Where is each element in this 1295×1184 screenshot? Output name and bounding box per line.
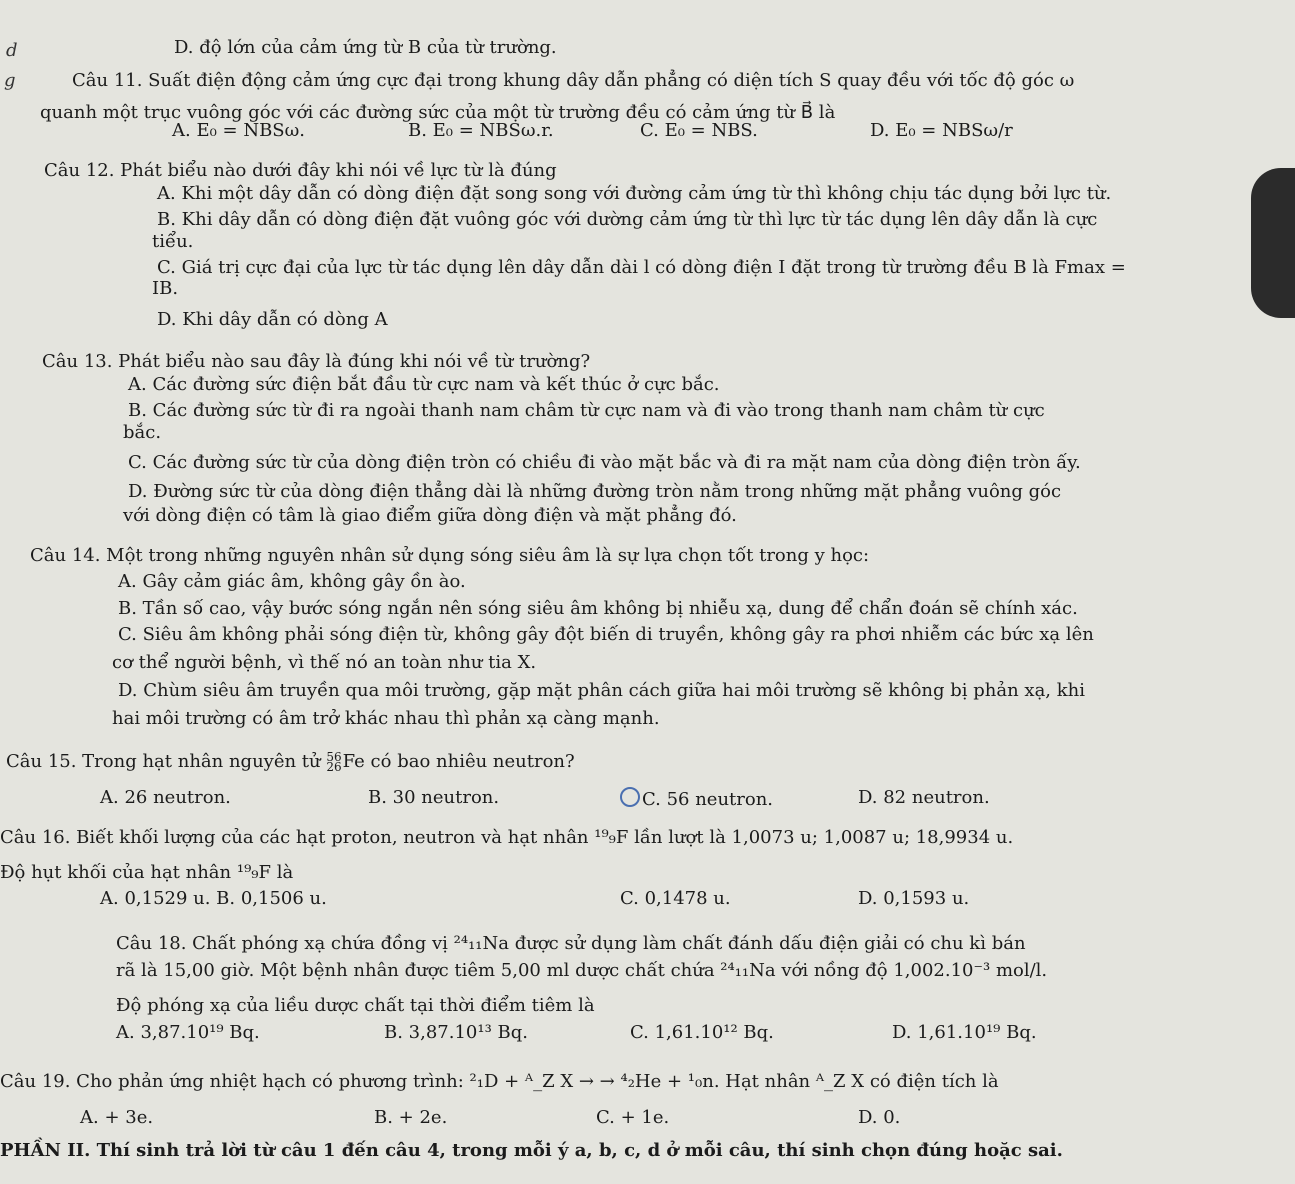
q12-option-a: A. Khi một dây dẫn có dòng điện đặt song song với đường cảm ứng từ thì không chịu tác dụng bởi lực từ. (157, 183, 1112, 204)
q14-option-d-line2: hai môi trường có âm trở khác nhau thì phản xạ càng mạnh. (112, 708, 660, 729)
margin-mark-g: g (4, 70, 16, 91)
q18-option-c: C. 1,61.10¹² Bq. (630, 1022, 774, 1043)
q15-question (6, 751, 575, 773)
q13-option-c: C. Các đường sức từ của dòng điện tròn có chiều đi vào mặt bắc và đi ra mặt nam của dòng điện tròn ấy. (128, 452, 1081, 473)
q12-option-d: D. Khi dây dẫn có dòng A (157, 309, 388, 330)
q15-atomic-number: 26 (326, 760, 342, 774)
q16-question-line1: Câu 16. Biết khối lượng của các hạt proton, neutron và hạt nhân ¹⁹₉F lần lượt là 1,0073 u; 1,0087 u; 18,9934 u. (0, 827, 1014, 848)
q11-option-b: B. E₀ = NBSω.r. (408, 120, 554, 141)
margin-mark-d: d (6, 40, 18, 61)
q18-question-line1: Câu 18. Chất phóng xạ chứa đồng vị ²⁴₁₁Na được sử dụng làm chất đánh dấu điện giải có chu kì bán (116, 933, 1026, 954)
q15-isotope-numbers (326, 752, 341, 772)
q11-option-a: A. E₀ = NBSω. (172, 120, 306, 141)
q15-suffix: có bao nhiêu neutron? (364, 751, 575, 772)
q12-question: Câu 12. Phát biểu nào dưới đây khi nói về lực từ là đúng (44, 160, 557, 181)
q12-option-c-line2: IB. (152, 278, 179, 299)
q15-option-c: C. 56 neutron. (642, 789, 774, 810)
q11-option-d: D. E₀ = NBSω/r (870, 120, 1013, 141)
q18-question-line2: rã là 15,00 giờ. Một bệnh nhân được tiêm 5,00 ml dược chất chứa ²⁴₁₁Na với nồng độ 1,002.10⁻³ mol/l. (116, 960, 1048, 981)
q13-option-d-line2: với dòng điện có tâm là giao điểm giữa dòng điện và mặt phẳng đó. (123, 505, 737, 526)
q10-option-d: D. độ lớn của cảm ứng từ B của từ trường. (174, 37, 557, 58)
part2-heading: PHẦN II. Thí sinh trả lời từ câu 1 đến câu 4, trong mỗi ý a, b, c, d ở mỗi câu, thí sinh chọn đúng hoặc sai. (0, 1140, 1063, 1161)
q15-mass-number: 56 (326, 750, 342, 764)
q16-option-d: D. 0,1593 u. (858, 888, 970, 909)
q13-option-b-line2: bắc. (123, 422, 162, 443)
q19-option-d: D. 0. (858, 1107, 901, 1128)
q14-option-a: A. Gây cảm giác âm, không gây ồn ào. (118, 571, 466, 592)
q14-option-c-line2: cơ thể người bệnh, vì thế nó an toàn như tia X. (112, 652, 537, 673)
q14-question: Câu 14. Một trong những nguyên nhân sử dụng sóng siêu âm là sự lựa chọn tốt trong y học: (30, 545, 870, 566)
q19-option-b: B. + 2e. (374, 1107, 448, 1128)
q19-option-c: C. + 1e. (596, 1107, 670, 1128)
q12-option-b-line2: tiểu. (152, 231, 194, 252)
q14-option-c-line1: C. Siêu âm không phải sóng điện từ, không gây đột biến di truyền, không gây ra phơi nhiễm các bức xạ lên (118, 624, 1094, 645)
q19-option-a: A. + 3e. (80, 1107, 154, 1128)
q13-question: Câu 13. Phát biểu nào sau đây là đúng khi nói về từ trường? (42, 351, 591, 372)
q13-option-d-line1: D. Đường sức từ của dòng điện thẳng dài là những đường tròn nằm trong những mặt phẳng vuông góc (128, 481, 1062, 502)
q14-option-d-line1: D. Chùm siêu âm truyền qua môi trường, gặp mặt phân cách giữa hai môi trường sẽ không bị phản xạ, khi (118, 680, 1085, 701)
q11-option-c: C. E₀ = NBS. (640, 120, 758, 141)
q15-symbol: Fe (342, 751, 365, 772)
q16-options-ab: A. 0,1529 u. B. 0,1506 u. (100, 888, 327, 909)
q18-option-b: B. 3,87.10¹³ Bq. (384, 1022, 528, 1043)
q15-prefix: Câu 15. Trong hạt nhân nguyên tử (6, 751, 321, 772)
q13-option-a: A. Các đường sức điện bắt đầu từ cực nam và kết thúc ở cực bắc. (128, 374, 720, 395)
q12-option-c-line1: C. Giá trị cực đại của lực từ tác dụng lên dây dẫn dài l có dòng điện I đặt trong từ trường đều B là Fmax = (157, 257, 1126, 278)
q13-option-b-line1: B. Các đường sức từ đi ra ngoài thanh nam châm từ cực nam và đi vào trong thanh nam châm từ cực (128, 400, 1045, 421)
q11-question-line2: quanh một trục vuông góc với các đường sức của một từ trường đều có cảm ứng từ B⃗ là (40, 102, 836, 123)
handwritten-circle-mark (620, 787, 640, 807)
q15-option-a: A. 26 neutron. (100, 787, 231, 808)
q16-question-line2: Độ hụt khối của hạt nhân ¹⁹₉F là (0, 862, 294, 883)
q15-option-b: B. 30 neutron. (368, 787, 500, 808)
q11-question-line1: Câu 11. Suất điện động cảm ứng cực đại trong khung dây dẫn phẳng có diện tích S quay đều với tốc độ góc ω (72, 70, 1075, 91)
q15-option-d: D. 82 neutron. (858, 787, 990, 808)
q14-option-b: B. Tần số cao, vậy bước sóng ngắn nên sóng siêu âm không bị nhiễu xạ, dung để chẩn đoán sẽ chính xác. (118, 598, 1078, 619)
q18-option-a: A. 3,87.10¹⁹ Bq. (116, 1022, 260, 1043)
q18-option-d: D. 1,61.10¹⁹ Bq. (892, 1022, 1037, 1043)
photo-edge-shadow (1251, 168, 1295, 318)
q16-option-c: C. 0,1478 u. (620, 888, 731, 909)
q12-option-b-line1: B. Khi dây dẫn có dòng điện đặt vuông góc với dường cảm ứng từ thì lực từ tác dụng lên dây dẫn là cực (157, 209, 1098, 230)
q18-question-line3: Độ phóng xạ của liều dược chất tại thời điểm tiêm là (116, 995, 595, 1016)
q15-option-c-wrap (620, 787, 773, 811)
q19-question-line1: Câu 19. Cho phản ứng nhiệt hạch có phương trình: ²₁D + ᴬ_Z X → → ⁴₂He + ¹₀n. Hạt nhân ᴬ_Z X có điện tích là (0, 1071, 999, 1092)
